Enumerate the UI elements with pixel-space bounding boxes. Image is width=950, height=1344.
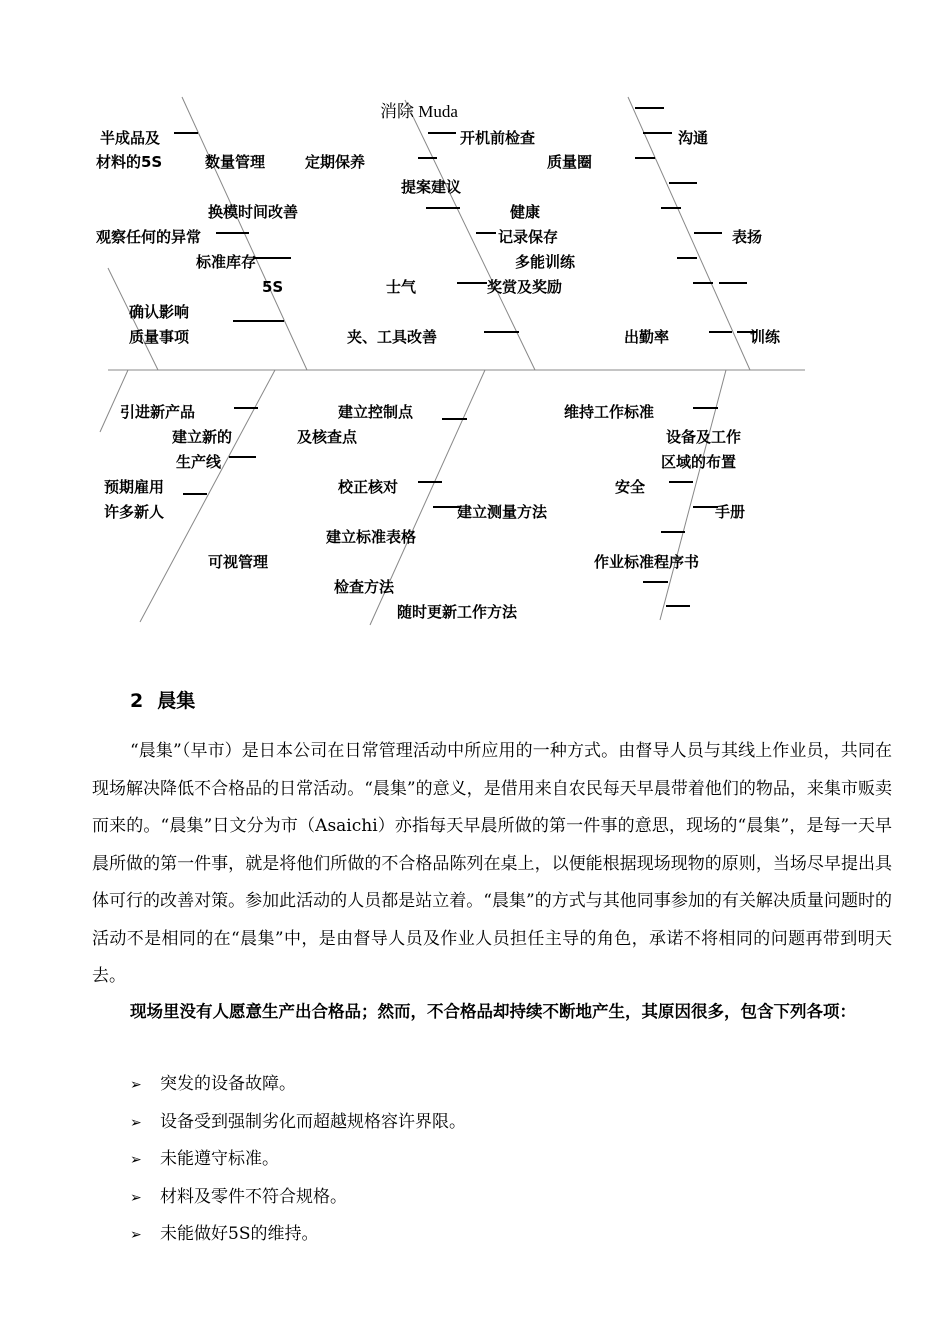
cause-label: 引进新产品 bbox=[120, 403, 196, 421]
list-item-text: 突发的设备故障。 bbox=[160, 1074, 296, 1094]
cause-label: 观察任何的异常 bbox=[96, 228, 202, 246]
cause-label: 材料的5S bbox=[96, 153, 163, 171]
section-title: 晨集 bbox=[157, 690, 196, 712]
arrow-bullet-icon: ➢ bbox=[130, 1077, 142, 1093]
cause-label: 区域的布置 bbox=[661, 453, 737, 471]
cause-label: 校正核对 bbox=[338, 478, 399, 496]
cause-label: 沟通 bbox=[678, 129, 709, 147]
cause-label: 安全 bbox=[615, 478, 646, 496]
list-item bbox=[130, 1216, 466, 1254]
cause-label: 表扬 bbox=[732, 228, 763, 246]
cause-label: 出勤率 bbox=[624, 328, 670, 346]
cause-list bbox=[130, 1066, 466, 1254]
cause-label: 夹、工具改善 bbox=[347, 328, 438, 346]
list-item bbox=[130, 1141, 466, 1179]
list-item-text: 未能遵守标准。 bbox=[160, 1149, 279, 1169]
bold-intro-paragraph: 现场里没有人愿意生产出合格品；然而，不合格品却持续不断地产生，其原因很多，包含下列各项： bbox=[130, 1002, 856, 1021]
cause-label: 换模时间改善 bbox=[208, 203, 299, 221]
arrow-bullet-icon: ➢ bbox=[130, 1189, 142, 1206]
cause-label: 质量圈 bbox=[547, 153, 593, 171]
diagram-bones bbox=[100, 97, 805, 625]
cause-label: 数量管理 bbox=[205, 153, 266, 171]
cause-label: 质量事项 bbox=[129, 328, 190, 346]
cause-label: 预期雇用 bbox=[104, 478, 165, 496]
body-paragraph: “晨集”（早市）是日本公司在日常管理活动中所应用的一种方式。由督导人员与其线上作业员，共同在现场解决降低不合格品的日常活动。“晨集”的意义，是借用来自农民每天早晨带着他们的物品，来集市贩卖而来的。“晨集”日文分为市（Asaichi）亦指每天早晨所做的第一件事的意思，现场的“晨集”，是每一天早晨所做的第一件事，就是将他们所做的不合格品陈列在桌上，以便能根据现场现物的原则，当场尽早提出具体可行的改善对策。参加此活动的人员都是站立着。“晨集”的方式与其他同事参加的有关解决质量问题时的活动不是相同的在“晨集”中，是由督导人员及作业人员担任主导的角色，承诺不将相同的问题再带到明天去。 bbox=[92, 741, 892, 986]
cause-label: 建立标准表格 bbox=[326, 528, 417, 546]
cause-label: 5S bbox=[262, 278, 284, 296]
cause-label: 标准库存 bbox=[196, 253, 257, 271]
cause-label: 作业标准程序书 bbox=[594, 553, 700, 571]
diagram-ticks bbox=[174, 108, 757, 606]
diagram-title: 消除 Muda bbox=[380, 102, 458, 121]
cause-label: 检查方法 bbox=[334, 578, 395, 596]
section-number: 2 bbox=[130, 690, 144, 712]
cause-label: 训练 bbox=[750, 328, 781, 346]
arrow-bullet-icon: ➢ bbox=[130, 1227, 142, 1243]
cause-label: 奖赏及奖励 bbox=[487, 278, 563, 296]
cause-label: 手册 bbox=[715, 503, 746, 521]
cause-label: 维持工作标准 bbox=[564, 403, 655, 421]
cause-label: 半成品及 bbox=[100, 129, 161, 147]
cause-label: 健康 bbox=[510, 203, 541, 221]
cause-label: 建立新的 bbox=[172, 428, 233, 446]
cause-label: 确认影响 bbox=[129, 303, 190, 321]
cause-label: 随时更新工作方法 bbox=[397, 603, 518, 621]
arrow-bullet-icon: ➢ bbox=[130, 1114, 142, 1131]
cause-label: 建立测量方法 bbox=[457, 503, 548, 521]
arrow-bullet-icon: ➢ bbox=[130, 1152, 142, 1168]
list-item bbox=[130, 1179, 466, 1217]
cause-label: 提案建议 bbox=[401, 178, 462, 196]
cause-label: 生产线 bbox=[176, 453, 222, 471]
cause-label: 多能训练 bbox=[515, 253, 576, 271]
list-item bbox=[130, 1066, 466, 1104]
list-item-text: 设备受到强制劣化而超越规格容许界限。 bbox=[160, 1111, 466, 1132]
list-item bbox=[130, 1104, 466, 1142]
list-item-text: 材料及零件不符合规格。 bbox=[160, 1186, 347, 1207]
cause-label: 定期保养 bbox=[305, 153, 366, 171]
cause-label: 许多新人 bbox=[104, 503, 165, 521]
cause-label: 可视管理 bbox=[208, 553, 269, 571]
cause-label: 设备及工作 bbox=[666, 428, 742, 446]
cause-label: 及核查点 bbox=[297, 428, 358, 446]
cause-label: 建立控制点 bbox=[338, 403, 414, 421]
cause-label: 开机前检查 bbox=[460, 129, 536, 147]
cause-label: 记录保存 bbox=[498, 228, 559, 246]
list-item-text: 未能做好5S的维持。 bbox=[160, 1224, 319, 1244]
cause-label: 士气 bbox=[386, 278, 417, 296]
section-heading bbox=[130, 686, 195, 713]
